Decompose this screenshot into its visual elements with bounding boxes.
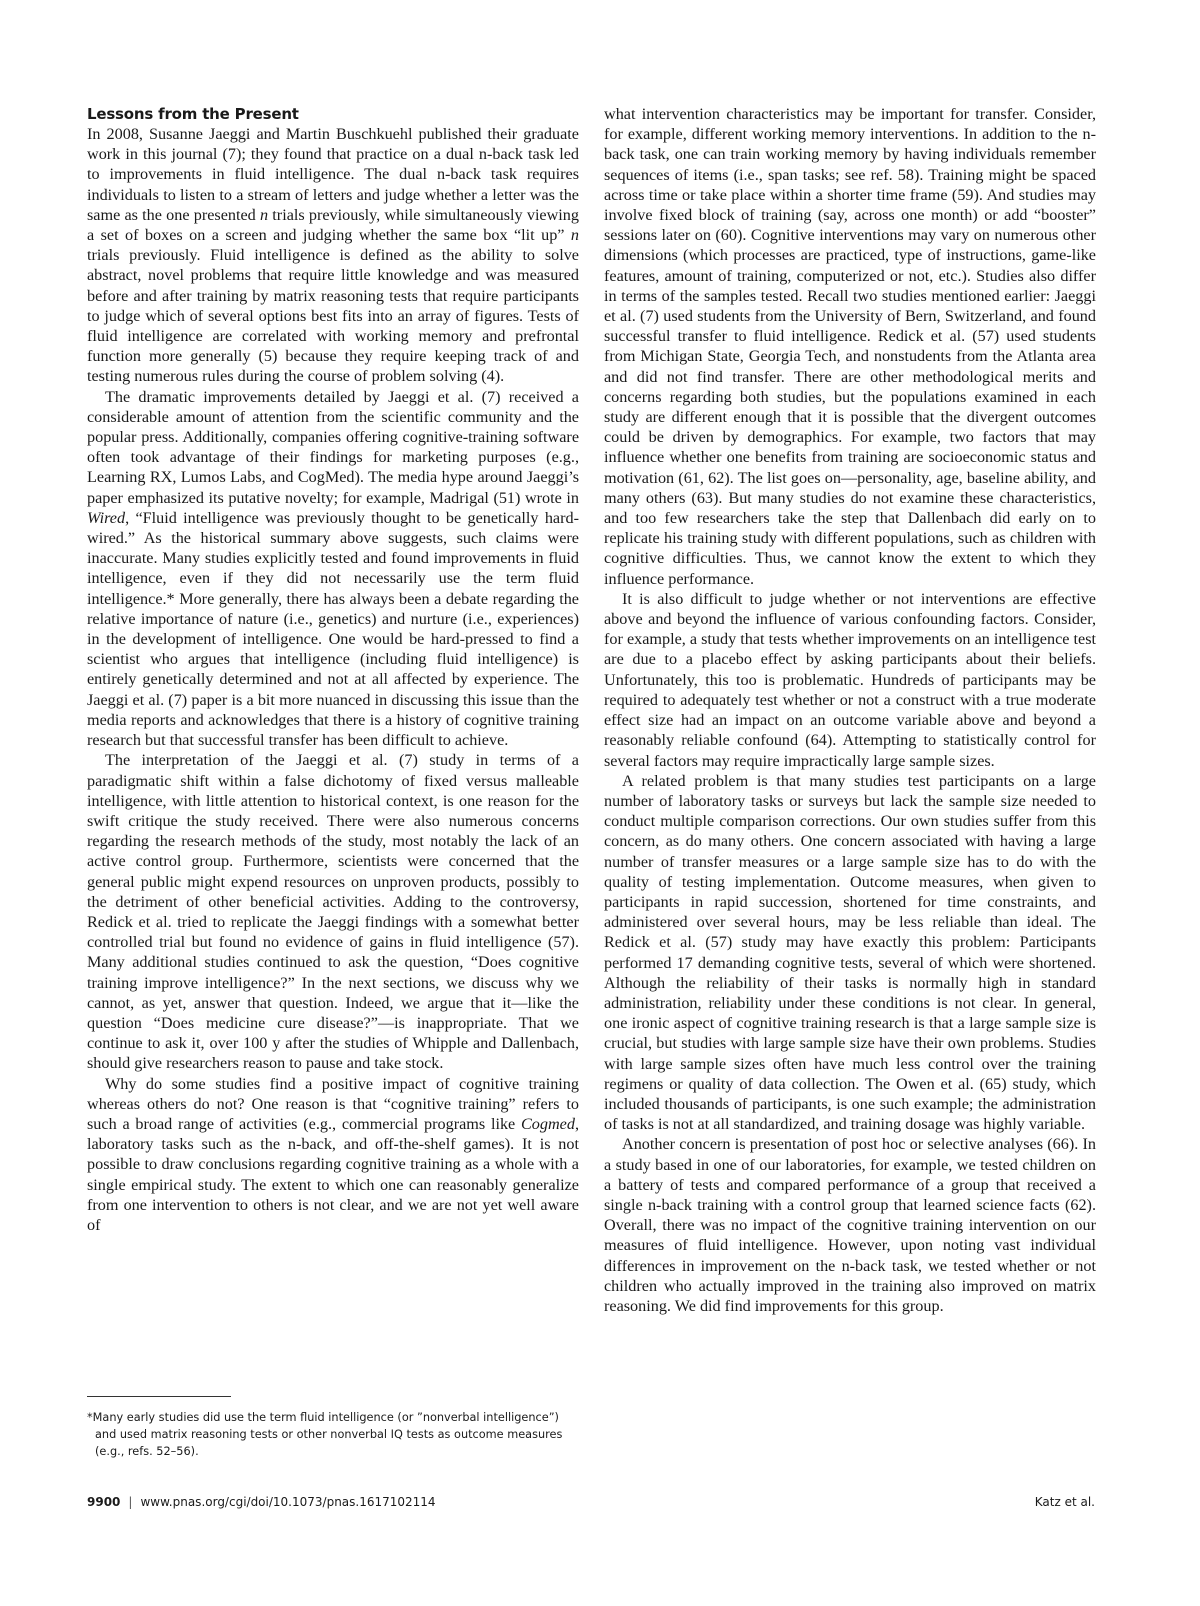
footnote	[87, 1409, 581, 1460]
paragraph: The interpretation of the Jaeggi et al. (7) study in terms of a paradigmatic shift within a false dichotomy of fixed versus malleable intelligence, with little attention to historical context, is one reason for the swift critique the study received. There were also numerous concerns regarding the research methods of the study, most notably the lack of an active control group. Furthermore, scientists were concerned that the general public might expend resources on unproven products, possibly to the detriment of other beneficial activities. Adding to the controversy, Redick et al. tried to replicate the Jaeggi findings with a somewhat better controlled trial but found no evidence of gains in fluid intelligence (57). Many additional studies continued to ask the question, “Does cognitive training improve intelligence?” In the next sections, we discuss why we cannot, as yet, answer that question. Indeed, we argue that it—like the question “Does medicine cure disease?”—is inappropriate. That we continue to ask it, over 100 y after the studies of Whipple and Dallenbach, should give researchers reason to pause and take stock.	[87, 751, 579, 1073]
doi-link[interactable]: www.pnas.org/cgi/doi/10.1073/pnas.1617102114	[140, 1495, 436, 1509]
footer-left	[87, 1494, 436, 1510]
right-column-body	[604, 104, 1096, 1316]
footer-authors: Katz et al.	[1034, 1495, 1095, 1509]
paragraph: Another concern is presentation of post hoc or selective analyses (66). In a study based in one of our laboratories, for example, we tested children on a battery of tests and compared performance of a group that received a single n-back training with a control group that learned science facts (62). Overall, there was no impact of the cognitive training intervention on our measures of fluid intelligence. However, upon noting vast individual differences in improvement on the n-back task, we tested whether or not children who actually improved in the training also improved on matrix reasoning. We did find improvements for this group.	[604, 1135, 1096, 1315]
left-column-body	[87, 124, 579, 1235]
section-heading: Lessons from the Present	[87, 105, 299, 123]
footnote-rule	[87, 1396, 231, 1397]
right-column	[604, 104, 1096, 1316]
paragraph: A related problem is that many studies test participants on a large number of laboratory tasks or surveys but lack the sample size needed to conduct multiple comparison corrections. Our own studies suffer from this concern, as do many others. One concern associated with having a large number of transfer measures or a large sample size has to do with the quality of testing implementation. Outcome measures, when given to participants in rapid succession, shortened for time constraints, and administered over several hours, may be less reliable than ideal. The Redick et al. (57) study may have exactly this problem: Participants performed 17 demanding cognitive tests, several of which were shortened. Although the reliability of their tasks is normally high in standard administration, reliability under these conditions is not clear. In general, one ironic aspect of cognitive training research is that a large sample size is crucial, but studies with large sample size have their own problems. Studies with large sample sizes often have much less control over the training regimens or quality of data collection. The Owen et al. (65) study, which included thousands of participants, is one such example; the administration of tasks is not at all standardized, and training dosage was highly variable.	[604, 771, 1096, 1134]
paragraph: what intervention characteristics may be important for transfer. Consider, for example, different working memory interventions. In addition to the n-back task, one can train working memory by having individuals remember sequences of items (i.e., span tasks; see ref. 58). Training might be spaced across time or take place within a shorter time frame (59). And studies may involve fixed block of training (say, across one month) or add “booster” sessions later on (60). Cognitive interventions may vary on numerous other dimensions (which processes are practiced, type of instructions, game-like features, amount of training, computerized or not, etc.). Studies also differ in terms of the samples tested. Recall two studies mentioned earlier: Jaeggi et al. (7) used students from the University of Bern, Switzerland, and found successful transfer to fluid intelligence. Redick et al. (57) used students from Michigan State, Georgia Tech, and nonstudents from the Atlanta area and did not find transfer. There are other methodological merits and concerns regarding both studies, but the populations examined in each study are different enough that it is possible that the divergent outcomes could be driven by demographics. For example, two factors that may influence whether one benefits from training are socioeconomic status and motivation (61, 62). The list goes on—personality, age, baseline ability, and many others (63). But many studies do not examine these characteristics, and too few researchers take the step that Dallenbach did early on to replicate his training study with different populations, such as children with cognitive difficulties. Thus, we cannot know the extent to which they influence performance.	[604, 105, 1096, 588]
page-number: 9900	[87, 1495, 121, 1509]
footer-separator: |	[128, 1495, 133, 1509]
paragraph: Why do some studies find a positive impact of cognitive training whereas others do not? One reason is that “cognitive training” refers to such a broad range of activities (e.g., commercial programs like Cogmed, laboratory tasks such as the n-back, and off-the-shelf games). It is not possible to draw conclusions regarding cognitive training as a whole with a single empirical study. The extent to which one can reasonably generalize from one intervention to others is not clear, and we are not yet well aware of	[87, 1074, 579, 1234]
paragraph: In 2008, Susanne Jaeggi and Martin Buschkuehl published their graduate work in this journal (7); they found that practice on a dual n-back task led to improvements in fluid intelligence. The dual n-back task requires individuals to listen to a stream of letters and judge whether a letter was the same as the one presented n trials previously, while simultaneously viewing a set of boxes on a screen and judging whether the same box “lit up” n trials previously. Fluid intelligence is defined as the ability to solve abstract, novel problems that require little knowledge and was measured before and after training by matrix reasoning tests that require participants to judge which of several options best fits into an array of figures. Tests of fluid intelligence are correlated with working memory and prefrontal function more generally (5) because they require keeping track of and testing numerous rules during the course of problem solving (4).	[87, 125, 579, 386]
left-column	[87, 104, 579, 1235]
paragraph: It is also difficult to judge whether or not interventions are effective above and beyond the influence of various confounding factors. Consider, for example, a study that tests whether improvements on an intelligence test are due to a placebo effect by asking participants about their beliefs. Unfortunately, this too is problematic. Hundreds of participants may be required to adequately test whether or not a construct with a true moderate effect size had an impact on an outcome variable above and beyond a reasonably reliable confound (64). Attempting to statistically control for several factors may require impractically large sample sizes.	[604, 589, 1096, 770]
paragraph: The dramatic improvements detailed by Jaeggi et al. (7) received a considerable amount of attention from the scientific community and the popular press. Additionally, companies offering cognitive-training software often took advantage of their findings for marketing purposes (e.g., Learning RX, Lumos Labs, and CogMed). The media hype around Jaeggi’s paper emphasized its putative novelty; for example, Madrigal (51) wrote in Wired, “Fluid intelligence was previously thought to be genetically hard-wired.” As the historical summary above suggests, such claims were inaccurate. Many studies explicitly tested and found improvements in fluid intelligence, even if they did not necessarily use the term fluid intelligence.* More generally, there has always been a debate regarding the relative importance of nature (i.e., genetics) and nurture (i.e., experiences) in the development of intelligence. One would be hard-pressed to find a scientist who argues that intelligence (including fluid intelligence) is entirely genetically determined and not at all affected by experience. The Jaeggi et al. (7) paper is a bit more nuanced in discussing this issue than the media reports and acknowledges that there is a history of cognitive training research but that successful transfer has been difficult to achieve.	[87, 387, 579, 750]
footnote-text: *Many early studies did use the term fluid intelligence (or ”nonverbal intelligence”) and used matrix reasoning tests or other nonverbal IQ tests as outcome measures (e.g., refs. 52–56).	[87, 1411, 563, 1458]
